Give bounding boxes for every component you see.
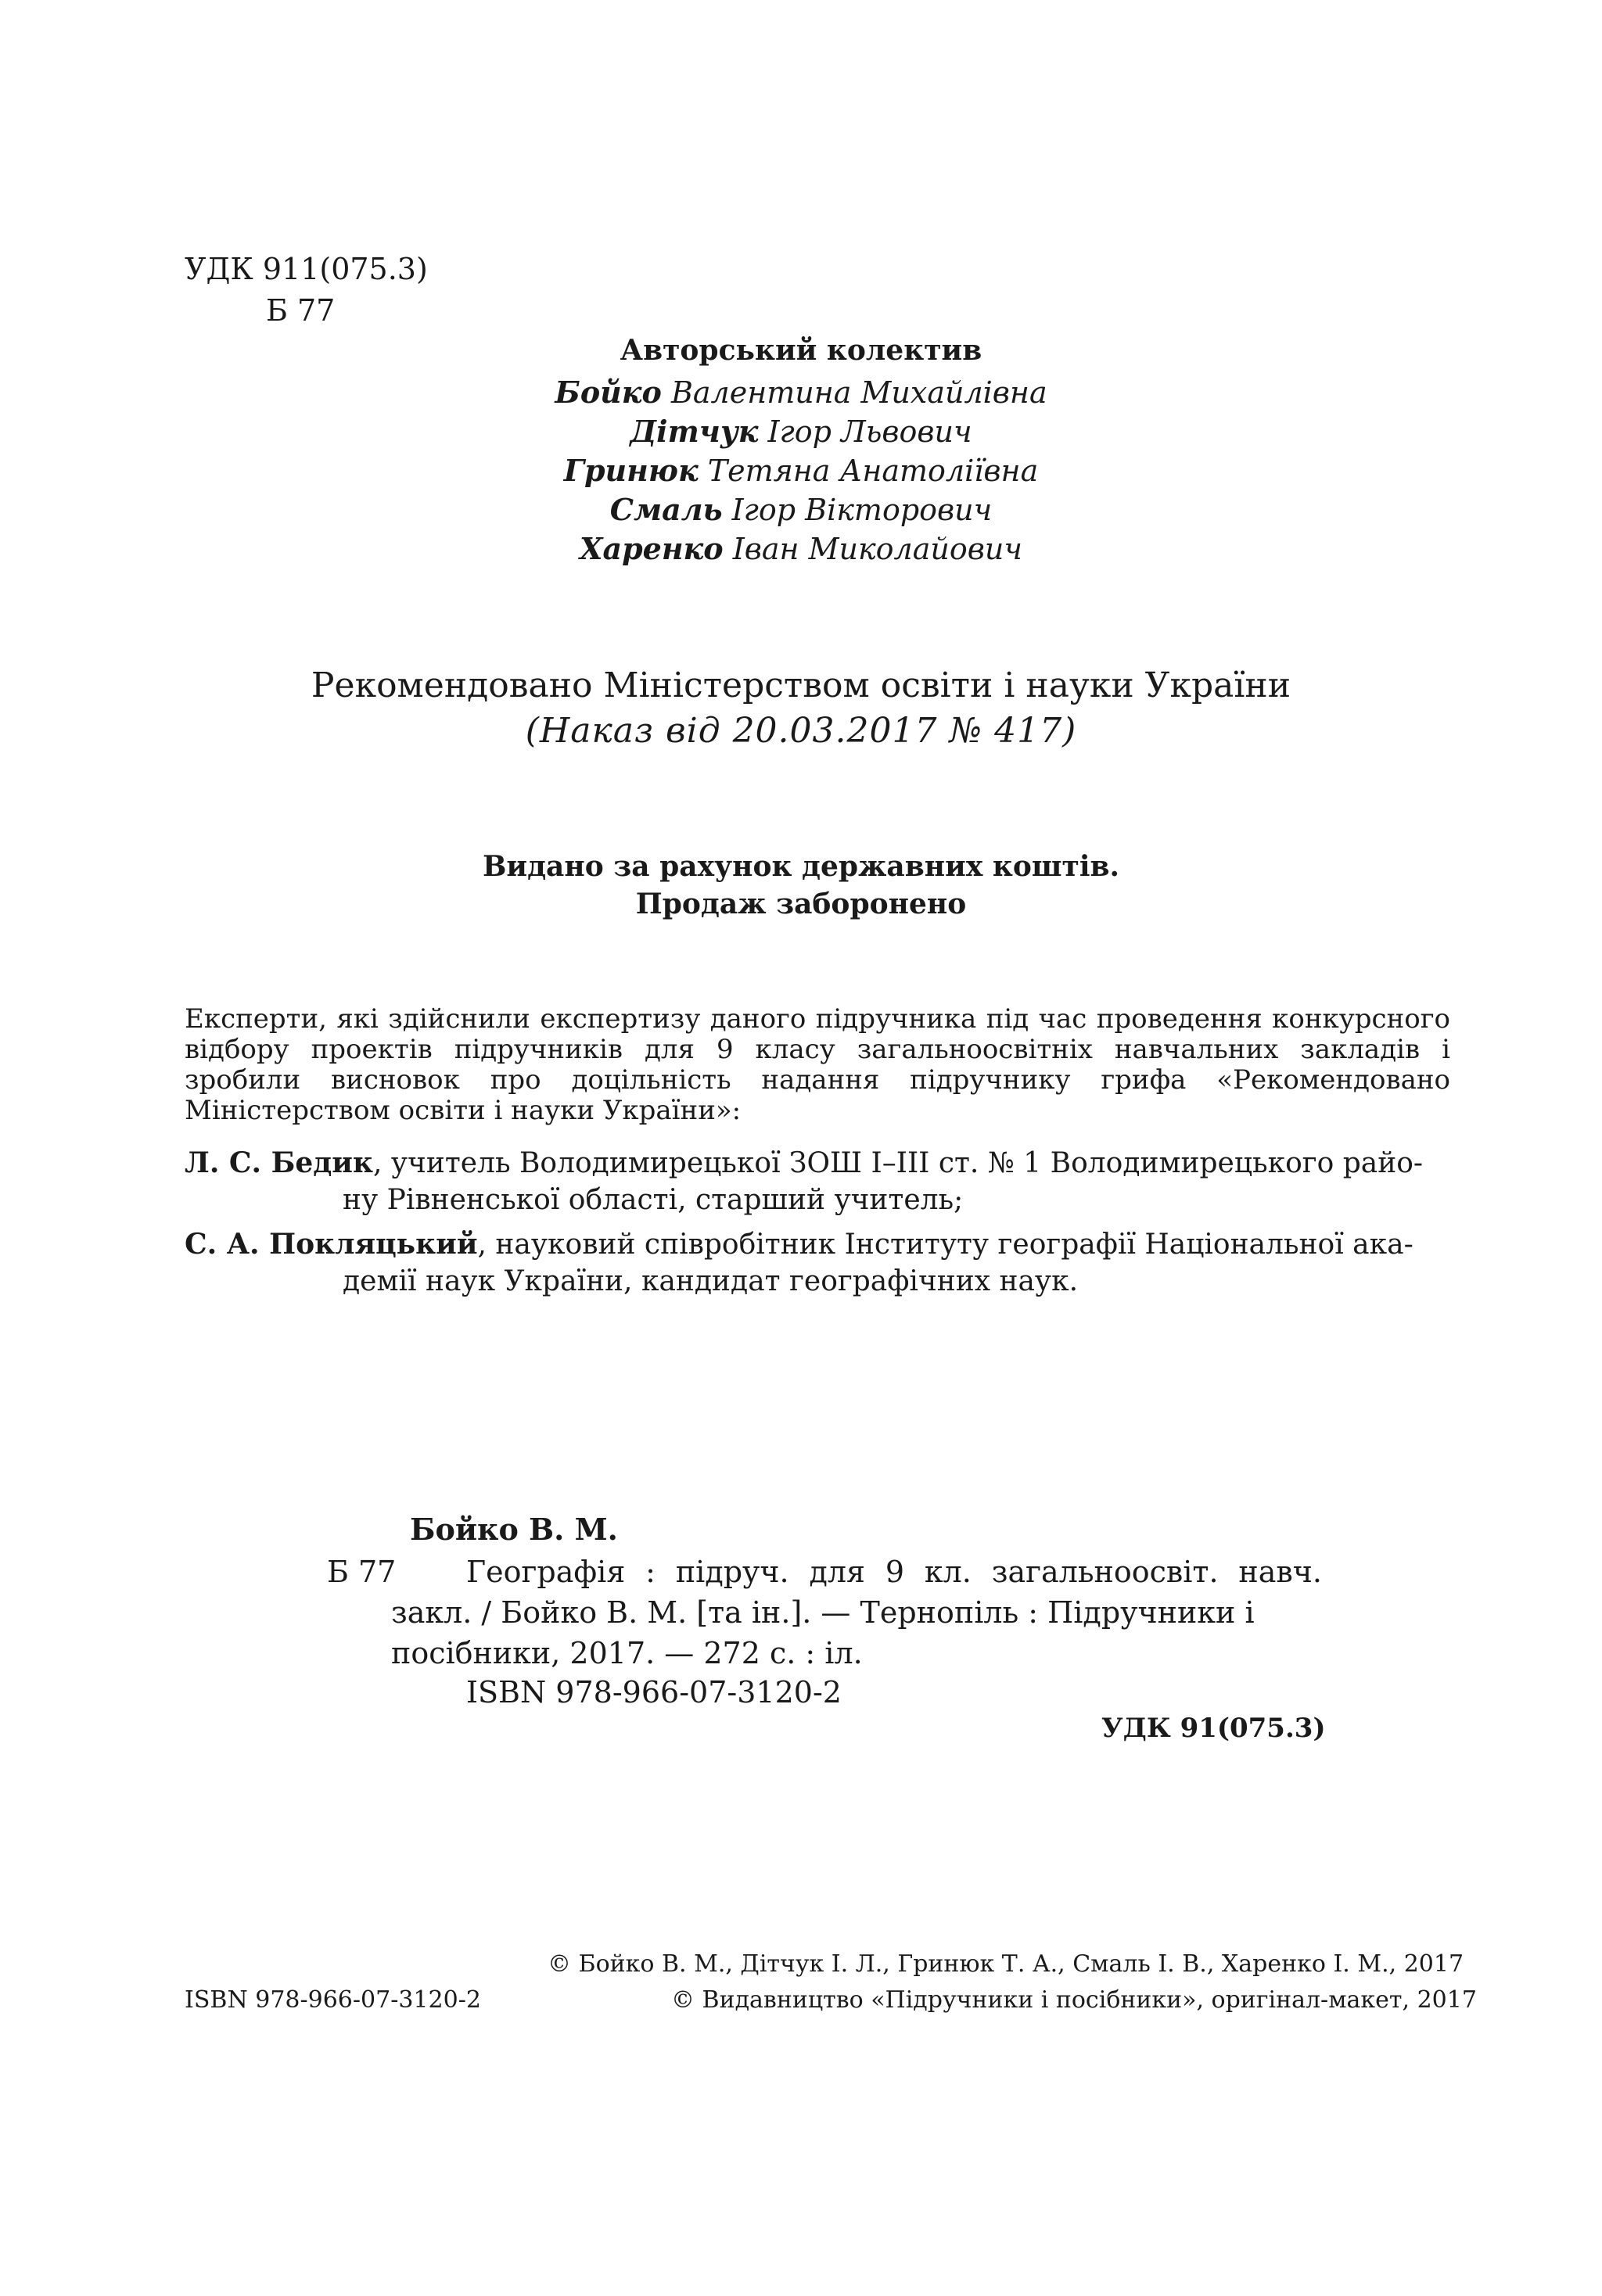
author-surname: Харенко: [580, 531, 724, 566]
author-names: Ігор Львович: [758, 414, 972, 449]
footer-isbn: ISBN 978-966-07-3120-2: [185, 1986, 481, 2014]
author-names: Ігор Вікторович: [722, 493, 993, 527]
author-1: [0, 374, 1602, 411]
author-names: Валентина Михайлівна: [661, 375, 1047, 410]
copyright-authors: © Бойко В. М., Дітчук І. Л., Гринюк Т. А., Смаль І. В., Харенко І. М., 2017: [548, 1950, 1464, 1978]
catalog-udk: УДК 91(075.3): [1101, 1713, 1326, 1744]
author-5: [0, 530, 1602, 568]
author-names: Іван Миколайович: [723, 532, 1022, 566]
experts-intro: Експерти, які здійснили експертизу даного підручника під час проведення конкурсного відбору проектів підручників для 9 класу загальноосвітніх навчальних закладів і зробили висновок про доцільність надання підручнику грифа «Рекомендовано Міністерством освіти і науки України»:: [185, 1003, 1450, 1126]
author-surname: Дітчук: [630, 414, 759, 449]
udk-mark: Б 77: [266, 293, 336, 328]
author-surname: Смаль: [609, 492, 723, 527]
recommendation-line: Рекомендовано Міністерством освіти і науки України: [311, 665, 1291, 705]
catalog-line-3: посібники, 2017. — 272 с. : іл.: [391, 1636, 863, 1670]
catalog-line-1: Географія : підруч. для 9 кл. загальноосвіт. навч.: [466, 1555, 1322, 1589]
author-names: Тетяна Анатоліївна: [698, 454, 1039, 488]
catalog-author: Бойко В. М.: [410, 1512, 618, 1547]
funding-notice: Видано за рахунок державних коштів.: [482, 850, 1120, 883]
expert-2-line-2: демії наук України, кандидат географічних наук.: [343, 1265, 1079, 1297]
expert-name: Л. С. Бедик: [185, 1146, 373, 1179]
order-line: (Наказ від 20.03.2017 № 417): [525, 711, 1077, 751]
copyright-publisher: © Видавництво «Підручники і посібники», оригінал-макет, 2017: [671, 1986, 1477, 2014]
expert-position: , науковий співробітник Інституту географії Національної ака-: [477, 1229, 1413, 1261]
author-surname: Гринюк: [563, 453, 699, 488]
sale-prohibited-notice: Продаж заборонено: [635, 888, 967, 920]
expert-1-line-1: [185, 1145, 1423, 1182]
author-surname: Бойко: [555, 375, 662, 410]
author-4: [0, 491, 1602, 529]
catalog-line-2: закл. / Бойко В. М. [та ін.]. — Тернопіль : Підручники і: [391, 1595, 1255, 1630]
author-3: [0, 452, 1602, 490]
catalog-mark: Б 77: [327, 1555, 397, 1589]
author-2: [0, 413, 1602, 450]
authors-heading: Авторський колектив: [620, 334, 982, 367]
udk-code: УДК 911(075.3): [185, 252, 428, 286]
expert-2-line-1: [185, 1226, 1413, 1263]
expert-position: , учитель Володимирецької ЗОШ I–III ст. № 1 Володимирецького райо-: [372, 1147, 1424, 1179]
catalog-isbn: ISBN 978-966-07-3120-2: [466, 1675, 842, 1709]
expert-1-line-2: ну Рівненської області, старший учитель;: [343, 1184, 964, 1216]
expert-name: С. А. Покляцький: [185, 1228, 478, 1261]
